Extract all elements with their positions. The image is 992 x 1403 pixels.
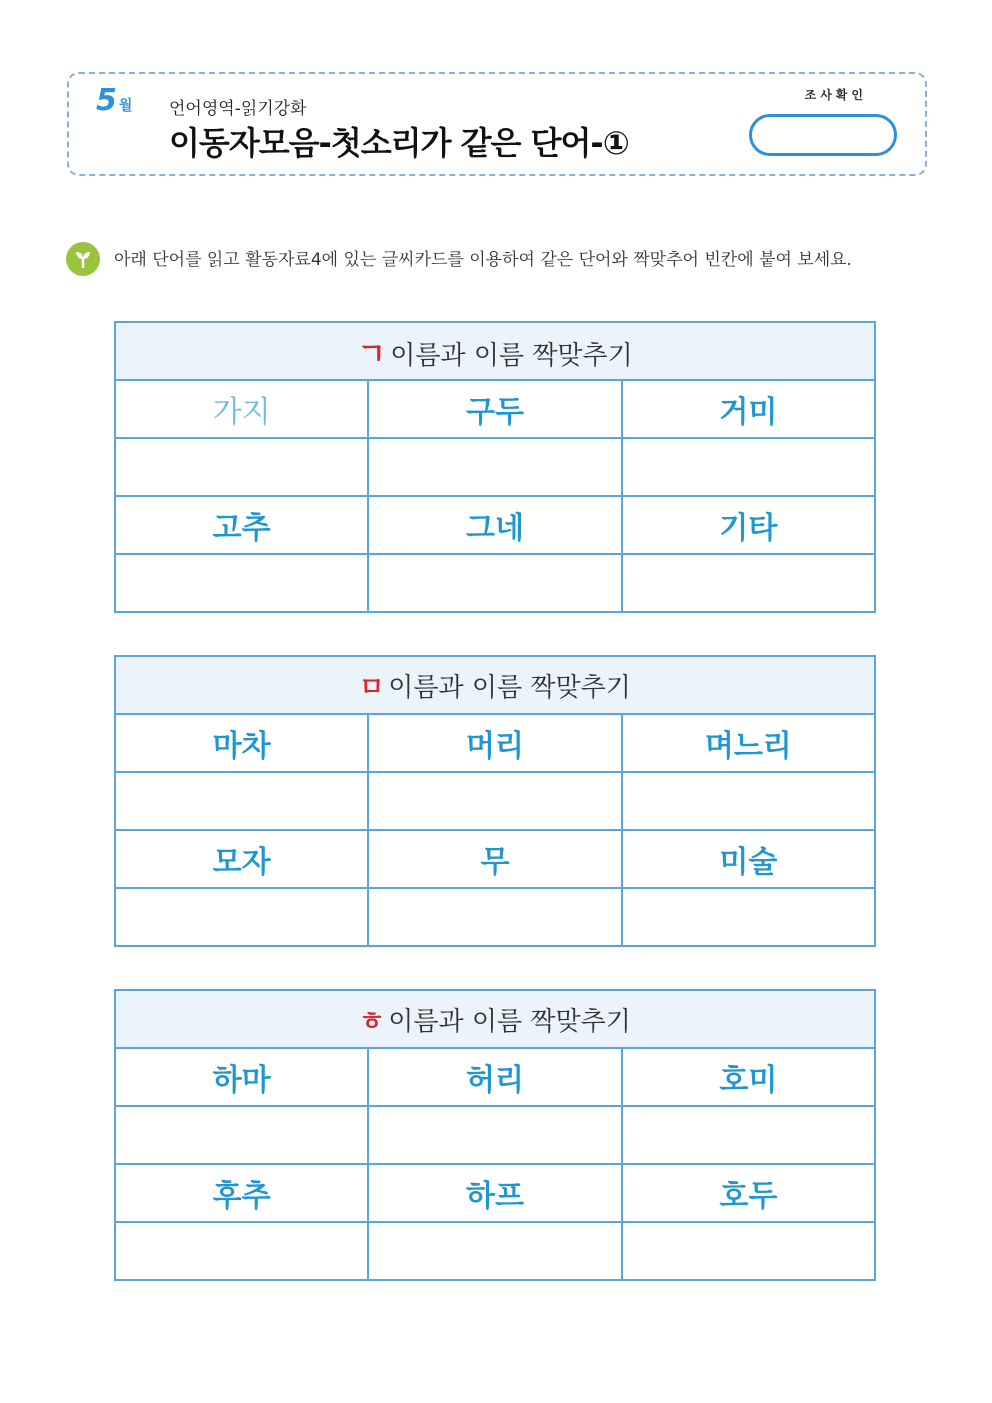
word-cell — [115, 830, 368, 888]
section-header — [115, 656, 875, 714]
word-cell — [622, 714, 875, 772]
blank-cell[interactable] — [622, 772, 875, 830]
word-cell — [368, 380, 621, 438]
blank-cell[interactable] — [622, 1222, 875, 1280]
section-header — [115, 322, 875, 380]
blank-cell[interactable] — [622, 1106, 875, 1164]
word-cell — [115, 714, 368, 772]
word-label: 하마 — [212, 1063, 271, 1098]
word-label: 며느리 — [704, 729, 792, 764]
blank-cell[interactable] — [368, 1106, 621, 1164]
word-label: 무 — [480, 845, 510, 880]
word-label: 머리 — [466, 729, 524, 764]
blank-cell[interactable] — [115, 554, 368, 612]
word-label: 거미 — [719, 395, 778, 430]
section-header — [115, 990, 875, 1048]
blank-cell[interactable] — [115, 1222, 368, 1280]
section-title: 이름과 이름 짝맞추기 — [388, 1006, 631, 1037]
blank-cell[interactable] — [115, 438, 368, 496]
word-label: 미술 — [719, 845, 778, 880]
blank-cell[interactable] — [115, 772, 368, 830]
word-label: 그네 — [466, 511, 524, 546]
word-label: 후추 — [212, 1179, 271, 1214]
blank-cell[interactable] — [115, 888, 368, 946]
word-label: 하프 — [466, 1179, 524, 1214]
section-table-kiyeok — [114, 321, 876, 613]
section-title: 이름과 이름 짝맞추기 — [388, 672, 631, 703]
word-label: 고추 — [212, 511, 271, 546]
blank-cell[interactable] — [368, 554, 621, 612]
blank-cell[interactable] — [622, 554, 875, 612]
month-suffix: 월 — [118, 98, 133, 114]
sprout-icon — [66, 242, 100, 276]
word-label: 기타 — [719, 511, 778, 546]
word-cell — [622, 1164, 875, 1222]
word-cell — [115, 1048, 368, 1106]
consonant-label: ㅁ — [359, 672, 385, 703]
word-cell — [368, 830, 621, 888]
subject-label: 언어영역-읽기강화 — [169, 99, 307, 119]
check-stamp-field[interactable] — [749, 114, 897, 156]
word-cell — [115, 380, 368, 438]
section-table-mieum — [114, 655, 876, 947]
word-label: 구두 — [466, 395, 524, 430]
worksheet-header — [67, 72, 927, 176]
month-label — [96, 83, 133, 121]
word-label: 호두 — [719, 1179, 778, 1214]
word-label: 호미 — [719, 1063, 778, 1098]
word-cell — [115, 496, 368, 554]
blank-cell[interactable] — [368, 1222, 621, 1280]
word-cell — [622, 496, 875, 554]
blank-cell[interactable] — [115, 1106, 368, 1164]
word-cell — [115, 1164, 368, 1222]
word-label: 가지 — [212, 395, 271, 430]
word-label: 모자 — [212, 845, 271, 880]
word-cell — [622, 1048, 875, 1106]
blank-cell[interactable] — [368, 772, 621, 830]
word-label: 허리 — [466, 1063, 524, 1098]
month-number: 5 — [96, 83, 117, 118]
word-cell — [368, 1164, 621, 1222]
section-table-hieut — [114, 989, 876, 1281]
blank-cell[interactable] — [368, 438, 621, 496]
page-title: 이동자모음-첫소리가 같은 단어-① — [169, 124, 629, 162]
word-cell — [622, 830, 875, 888]
blank-cell[interactable] — [622, 888, 875, 946]
word-cell — [368, 1048, 621, 1106]
consonant-label: ㄱ — [357, 337, 387, 372]
consonant-label: ㅎ — [359, 1006, 385, 1037]
section-title: 이름과 이름 짝맞추기 — [390, 341, 633, 371]
instruction-text: 아래 단어를 읽고 활동자료4에 있는 글씨카드를 이용하여 같은 단어와 짝맞추어 빈칸에 붙여 보세요. — [114, 250, 852, 270]
check-label: 조사확인 — [804, 88, 867, 102]
word-cell — [368, 496, 621, 554]
word-cell — [622, 380, 875, 438]
word-label: 마차 — [212, 729, 271, 764]
word-cell — [368, 714, 621, 772]
blank-cell[interactable] — [368, 888, 621, 946]
blank-cell[interactable] — [622, 438, 875, 496]
